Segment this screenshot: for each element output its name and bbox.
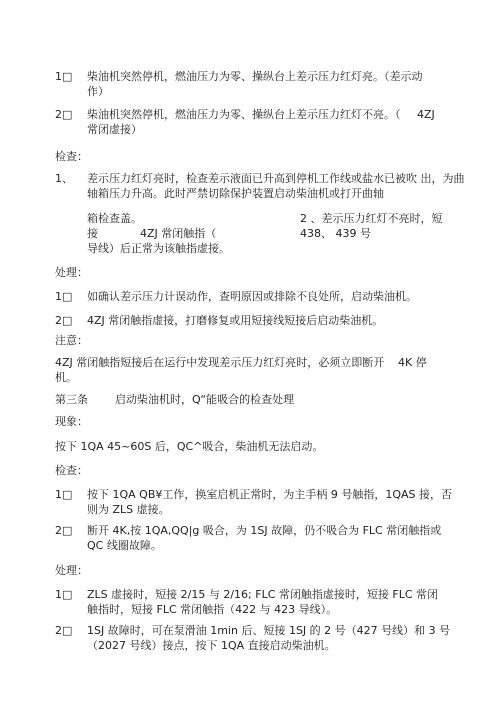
check-2-heading: 检查：: [55, 464, 88, 477]
note-text: 4ZJ 常闭触指短接后在运行中发现差示压力红灯亮时，必须立即断开: [55, 356, 385, 369]
item-2-text: 柴油机突然停机，燃油压力为零、操纵台上差示压力红灯不亮。（: [87, 108, 401, 121]
handle-2-text: 4ZJ 常闭触指虚接，打磨修复或用短接线短接后启动柴油机。: [87, 314, 384, 327]
check-box-line-3: 导线）后正常为该触指虚接。: [87, 242, 230, 255]
check-2-item-1-text-cont: 则为 ZLS 虚接。: [87, 503, 170, 516]
handle-2-item-2-text: 1SJ 故障时，可在泵滑油 1min 后、短接 1SJ 的 2 号（427 号线）和 3 号: [87, 624, 451, 637]
handle-2-item-1-text: ZLS 虚接时，短接 2/15 与 2/16; FLC 常闭触指虚接时，短接 FLC 常闭: [87, 588, 438, 601]
check-2-item-2-number: 2□: [55, 524, 73, 537]
check-box-right-2: 438、 439 号: [300, 227, 371, 240]
check-2-item-2-text: 断开 4K,按 1QA,QQ|g 吸合，为 1SJ 故障，仍不吸合为 FLC 常闭触指或: [87, 524, 442, 537]
note-text-tail: 4K 停: [398, 356, 427, 369]
handle-2-item-1-number: 1□: [55, 588, 73, 601]
handle-1-number: 1□: [55, 290, 73, 303]
check-2-item-1-text: 按下 1QA QB¥工作，换室启机正常时，为主手柄 9 号触指，1QAS 接，否: [87, 488, 453, 501]
check-box-left-2a: 接: [87, 227, 98, 240]
handle-2-item-1-text-cont: 触指时，短接 FLC 常闭触指（422 与 423 导线）。: [87, 603, 338, 616]
check-1-number: 1、: [55, 172, 73, 185]
handle-2-number: 2□: [55, 314, 73, 327]
check-box-left-1: 箱检查盖。: [87, 212, 142, 225]
article-title: 启动柴油机时，Q“能吸合的检查处理: [115, 393, 295, 406]
item-2-number: 2□: [55, 108, 73, 121]
article-label: 第三条: [55, 393, 88, 406]
item-2-text-cont: 常闭虚接）: [87, 123, 142, 136]
handle-heading: 处理：: [55, 266, 88, 279]
handle-2-item-2-text-cont: （2027 号线）接点，按下 1QA 直接启动柴油机。: [87, 639, 336, 652]
note-text-cont: 机。: [55, 371, 77, 384]
check-box-left-2b: 4ZJ 常闭触指（: [140, 227, 217, 240]
item-1-number: 1□: [55, 70, 73, 83]
check-1-text-cont: 轴箱压力升高。此时严禁切除保护装置启动柴油机或打开曲轴: [87, 187, 384, 200]
check-box-right-1: 2 、差示压力红灯不亮时，短: [300, 212, 443, 225]
check-1-text: 差示压力红灯亮时，检查差示液面已升高到停机工作线或盐水已被吹 出，为曲: [87, 172, 465, 185]
item-2-code: 4ZJ: [417, 108, 435, 121]
note-heading: 注意：: [55, 334, 88, 347]
item-1-text: 柴油机突然停机，燃油压力为零、操纵台上差示压力红灯亮。（差示动: [87, 70, 423, 83]
handle-1-text: 如确认差示压力计误动作，查明原因或排除不良处所，启动柴油机。: [87, 290, 417, 303]
handle-2-heading: 处理：: [55, 564, 88, 577]
phenomenon-text: 按下 1QA 45~60S 后，QC^吸合，柴油机无法启动。: [55, 440, 324, 453]
item-1-text-cont: 作）: [87, 85, 109, 98]
check-2-item-2-text-cont: QC 线圈故障。: [87, 539, 162, 552]
handle-2-item-2-number: 2□: [55, 624, 73, 637]
phenomenon-heading: 现象：: [55, 415, 88, 428]
check-heading: 检查：: [55, 150, 88, 163]
check-2-item-1-number: 1□: [55, 488, 73, 501]
